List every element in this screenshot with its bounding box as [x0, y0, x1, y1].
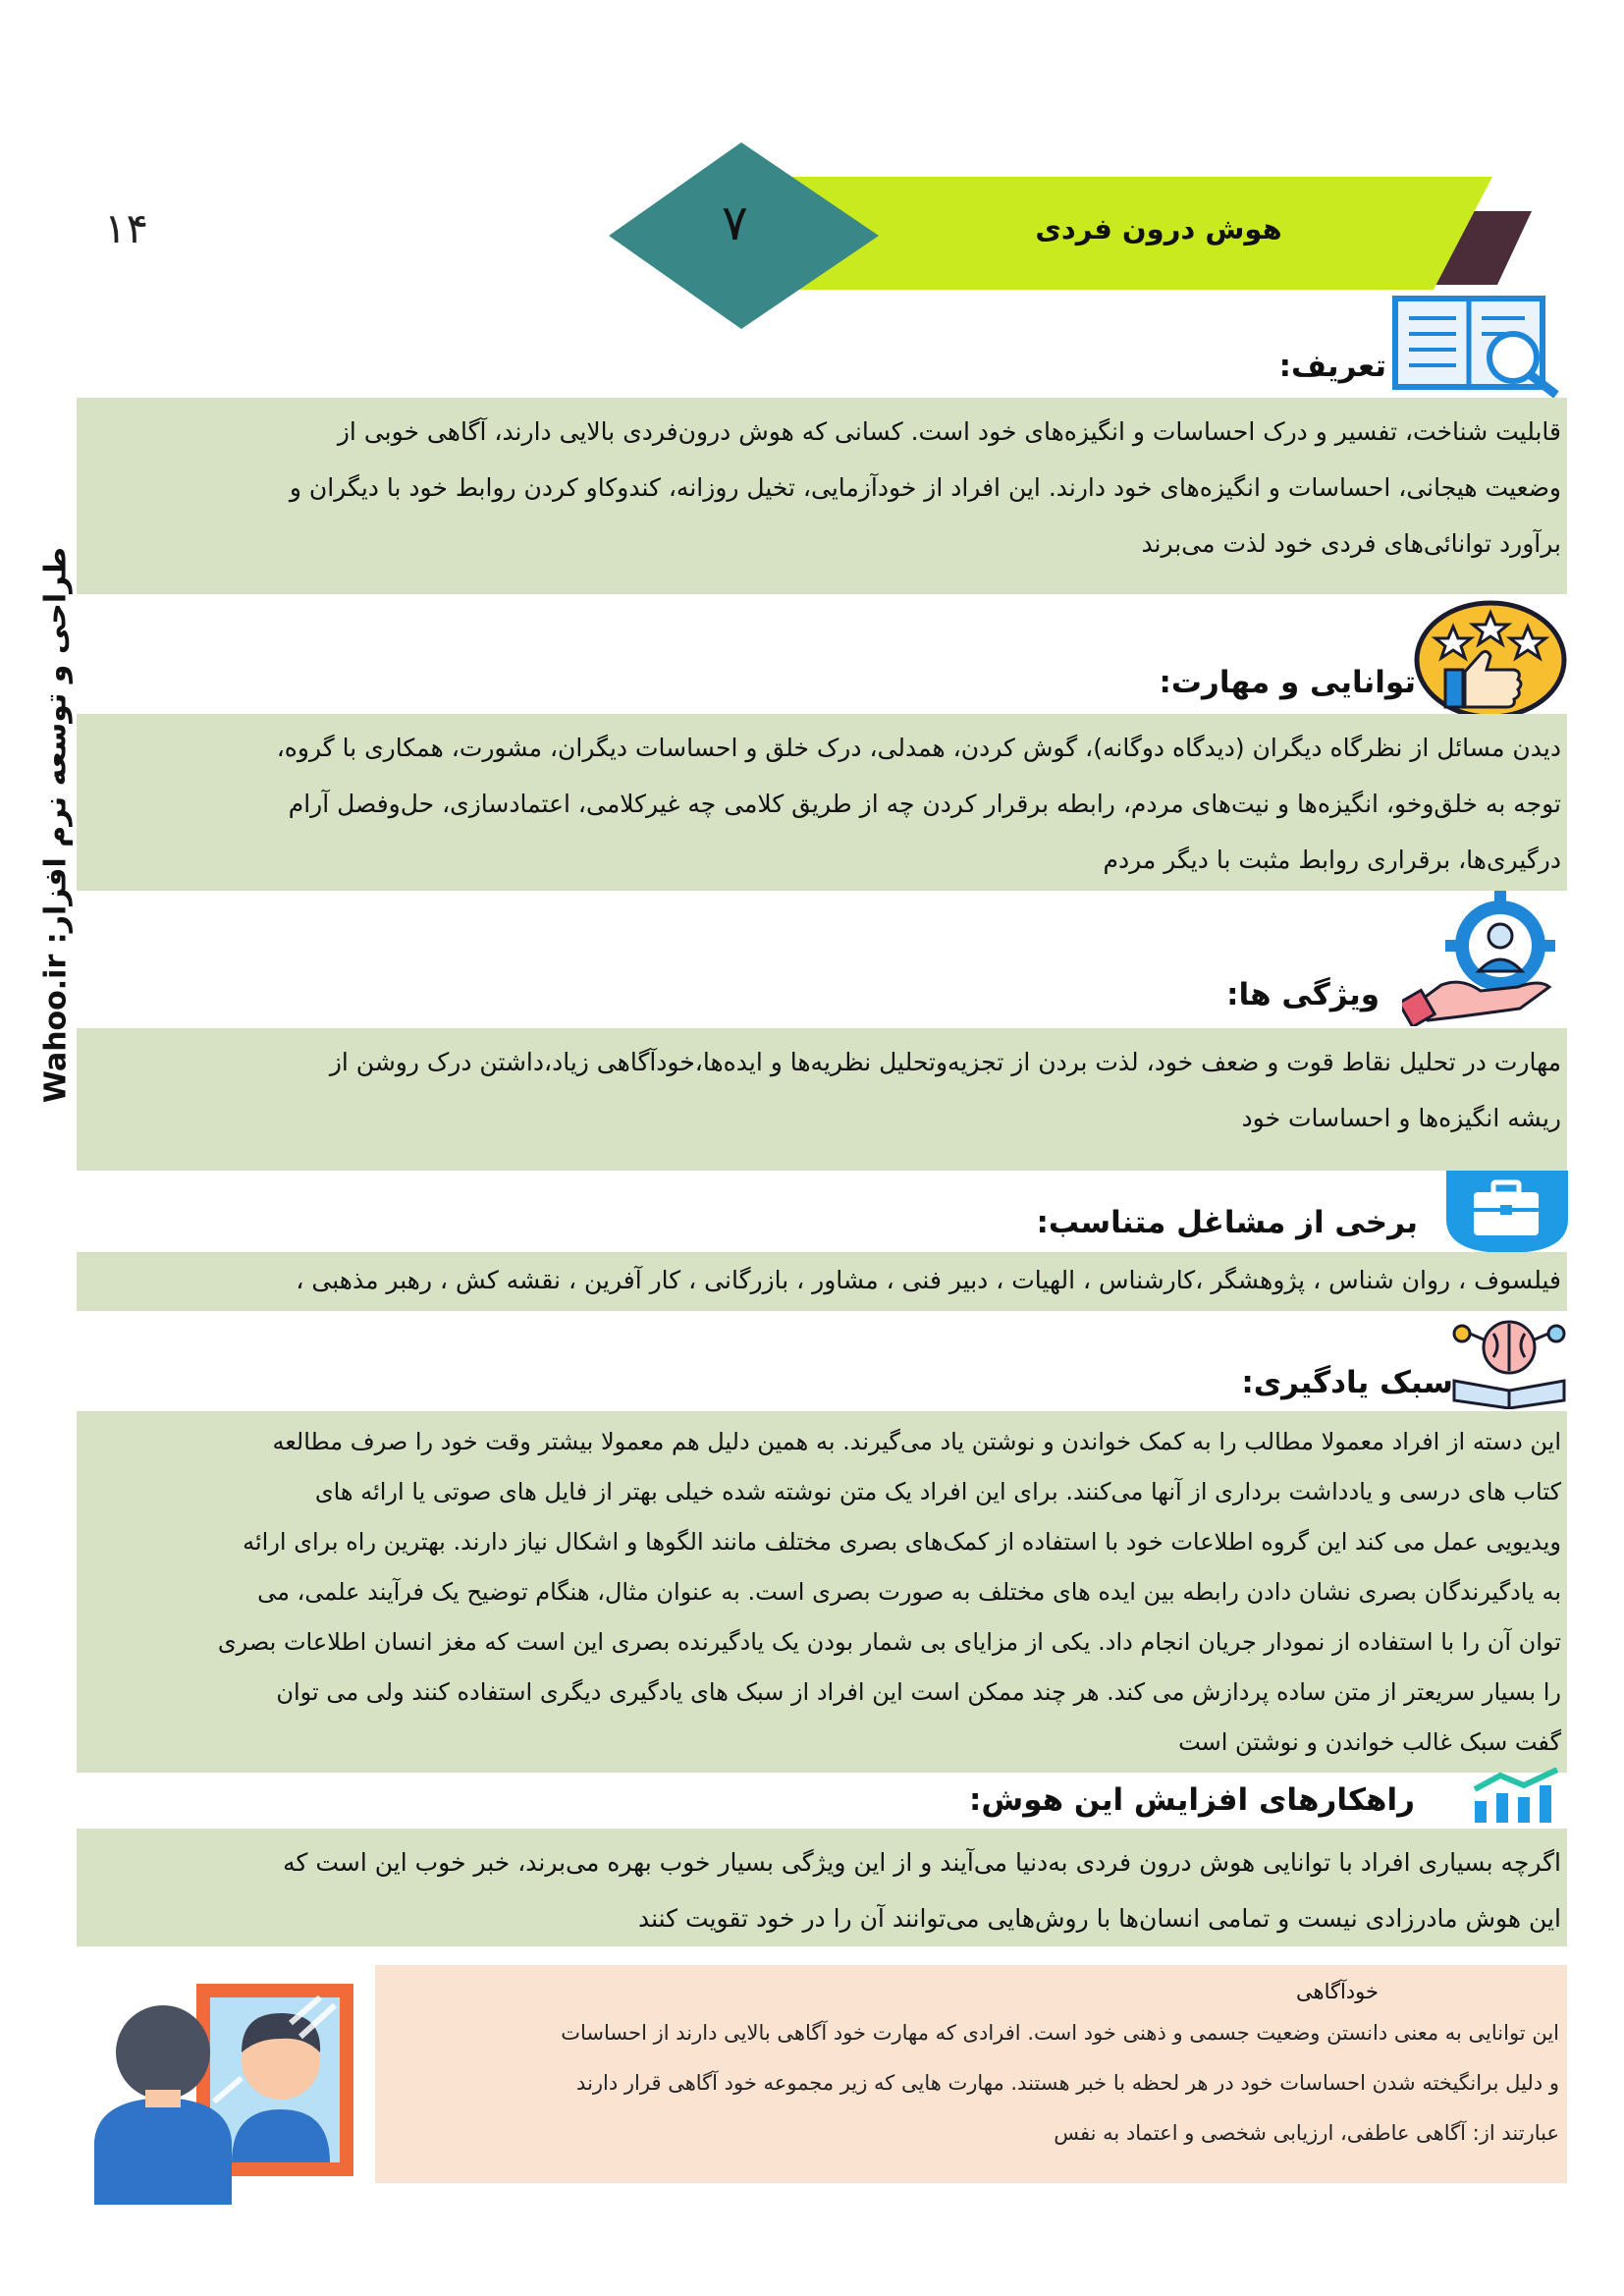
learning-style-box	[77, 1411, 1567, 1773]
definition-line: قابلیت شناخت، تفسیر و درک احساسات و انگیزه‌های خود است. کسانی که هوش درون‌فردی بالایی دارند، آگاهی خوبی از	[337, 417, 1561, 446]
self-awareness-title-overlay: خودآگاهی	[1296, 1980, 1379, 2003]
improvement-line: اگرچه بسیاری افراد با توانایی هوش درون فردی به‌دنیا می‌آیند و از این ویژگی بسیار خوب بهره می‌برند، خبر خوب این است که	[283, 1848, 1561, 1877]
learning-style-line: ویدیویی عمل می کند این گروه اطلاعات خود با استفاده از کمک‌های بصری مختلف مانند الگوها و اشکال نیاز دارند. بهترین راه برای ارائه	[243, 1528, 1561, 1556]
learning-style-line: توان آن را با استفاده از نمودار جریان انجام داد. یکی از مزایای بی شمار بودن یک یادگیرنده بصری این است که مغز انسان اطلاعات بصری	[217, 1628, 1561, 1656]
hand-gear-person-icon	[1402, 889, 1569, 1026]
side-credit-text: طراحی و توسعه نرم افزار: Wahoo.ir	[38, 546, 74, 1104]
jobs-box	[77, 1252, 1567, 1311]
section-title-improvement: راهکارهای افزایش این هوش:	[969, 1782, 1415, 1818]
learning-style-line: گفت سبک غالب خواندن و نوشتن است	[1178, 1728, 1561, 1756]
improvement-line: این هوش مادرزادی نیست و تمامی انسان‌ها با روش‌هایی می‌توانند آن را در خود تقویت کنند	[637, 1904, 1561, 1933]
abilities-line: دیدن مسائل از نظرگاه دیگران (دیدگاه دوگانه)، گوش کردن، همدلی، درک خلق و احساسات دیگران، مشورت، همکاری با گروه،	[276, 734, 1561, 762]
learning-style-line: به یادگیرندگان بصری نشان دادن رابطه بین ایده های مختلف به صورت بصری است. به عنوان مثال، هنگام توضیح یک فرآیند علمی، می	[257, 1578, 1561, 1606]
brain-book-icon	[1448, 1316, 1571, 1409]
jobs-line: فیلسوف ، روان شناس ، پژوهشگر ،کارشناس ، الهیات ، دبیر فنی ، مشاور ، بازرگانی ، کار آفرین ، نقشه کش ، رهبر مذهبی ،	[296, 1266, 1561, 1294]
section-title-definition: تعریف:	[1278, 349, 1386, 384]
book-search-icon	[1387, 291, 1564, 399]
learning-style-line: کتاب های درسی و یادداشت برداری از آنها می‌کنند. برای این افراد یک متن نوشته شده خیلی بهتر از فایل های صوتی یا ارائه های	[314, 1478, 1561, 1505]
learning-style-line: این دسته از افراد معمولا مطالب را به کمک خواندن و نوشتن یاد می‌گیرند. به همین دلیل هم معمولا بیشتر وقت خود را صرف مطالعه	[272, 1428, 1561, 1455]
page-number: ۱۴	[104, 204, 149, 252]
learning-style-line: را بسیار سریعتر از متن ساده پردازش می کند. هر چند ممکن است این افراد از سبک های یادگیری دیگری استفاده کنند ولی می توان	[276, 1678, 1561, 1706]
section-title-jobs: برخی از مشاغل متناسب:	[1036, 1205, 1418, 1240]
briefcase-icon	[1446, 1171, 1568, 1253]
characteristics-line: ریشه انگیزه‌ها و احساسات خود	[1241, 1104, 1561, 1132]
abilities-line: توجه به خلق‌وخو، انگیزه‌ها و نیت‌های مردم، رابطه برقرار کردن چه از طریق کلامی چه غیرکلامی، اعتمادسازی، حل‌وفصل آرام	[288, 790, 1561, 818]
thumbs-up-stars-icon	[1412, 599, 1569, 722]
self-awareness-line: این توانایی به معنی دانستن وضعیت جسمی و ذهنی خود است. افرادی که مهارت خود آگاهی بالایی دارند از احساسات	[561, 2021, 1559, 2045]
mirror-person-icon	[94, 1984, 359, 2205]
section-title-characteristics: ویژگی ها:	[1226, 977, 1380, 1012]
chapter-number: ۷	[722, 194, 748, 251]
section-title-abilities: توانایی و مهارت:	[1159, 665, 1416, 700]
abilities-box	[77, 714, 1567, 891]
definition-box	[77, 398, 1567, 594]
abilities-line: درگیری‌ها، برقراری روابط مثبت با دیگر مردم	[1103, 846, 1561, 874]
self-awareness-line: و دلیل برانگیخته شدن احساسات خود در هر لحظه با خبر هستند. مهارت هایی که زیر مجموعه خود آگاهی قرار دارند	[576, 2071, 1559, 2095]
characteristics-line: مهارت در تحلیل نقاط قوت و ضعف خود، لذت بردن از تجزیه‌وتحلیل نظریه‌ها و ایده‌ها،خودآگاهی زیاد،داشتن درک روشن از	[329, 1048, 1561, 1076]
chapter-title: هوش درون فردی	[1035, 212, 1282, 246]
characteristics-box	[77, 1028, 1567, 1171]
improvement-box	[77, 1829, 1567, 1946]
section-title-learning-style: سبک یادگیری:	[1241, 1365, 1453, 1400]
definition-line: وضعیت هیجانی، احساسات و انگیزه‌های خود دارند. این افراد از خودآزمایی، تخیل روزانه، کندوکاو کردن روابط خود با دیگران و	[289, 473, 1561, 502]
growth-chart-icon	[1471, 1768, 1561, 1823]
definition-line: برآورد توانائی‌های فردی خود لذت می‌برند	[1141, 529, 1561, 558]
self-awareness-line: عبارتند از: آگاهی عاطفی، ارزیابی شخصی و اعتماد به نفس	[1054, 2121, 1559, 2145]
